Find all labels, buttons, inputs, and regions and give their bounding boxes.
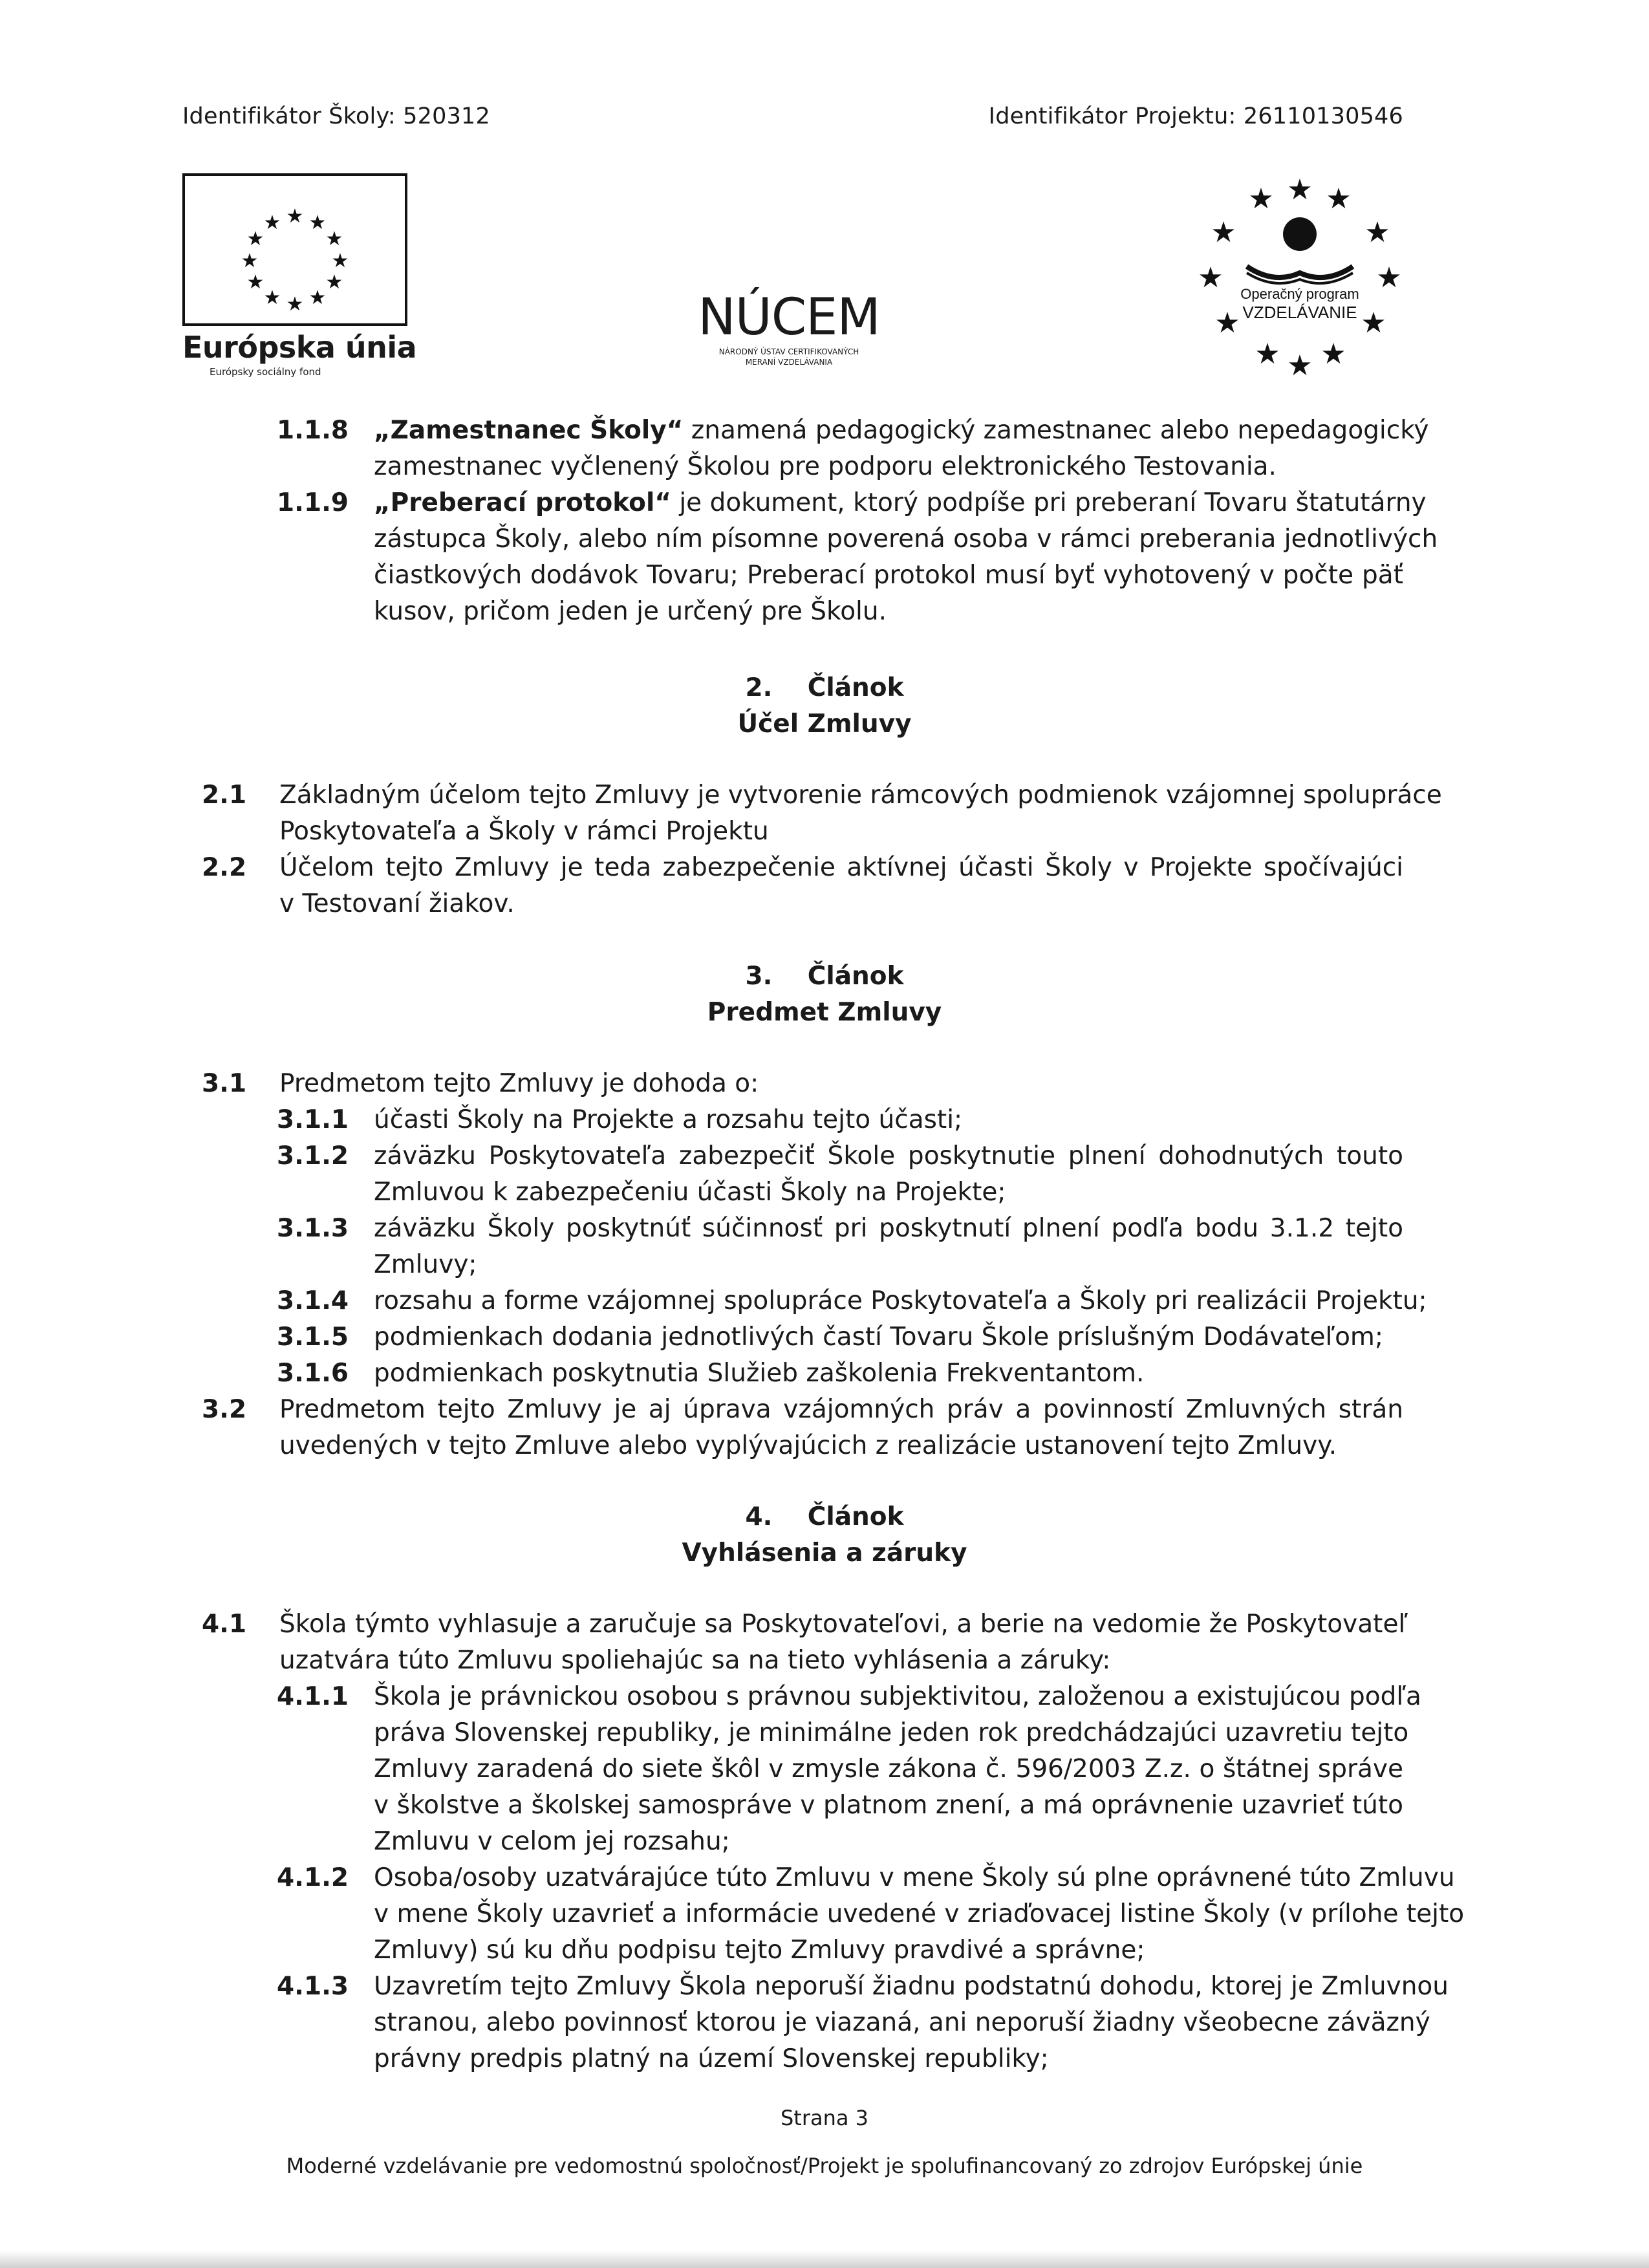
op-line-2: VZDELÁVANIE bbox=[1242, 303, 1357, 322]
item-line: v mene Školy uzavrieť a informácie uvedené v zriaďovacej listine Školy (v prílohe tejto bbox=[374, 1899, 1465, 1928]
svg-text:★: ★ bbox=[308, 211, 327, 234]
svg-text:★: ★ bbox=[1320, 338, 1346, 371]
op-line-1: Operačný program bbox=[1240, 286, 1359, 302]
item-line: Škola týmto vyhlasuje a zaručuje sa Poskytovateľovi, a berie na vedomie že Poskytovateľ bbox=[279, 1610, 1408, 1639]
item-3-1-number: 3.1 bbox=[202, 1069, 247, 1098]
svg-text:★: ★ bbox=[325, 228, 343, 250]
svg-text:★: ★ bbox=[1376, 261, 1402, 294]
clause-1-1-8 bbox=[374, 413, 1429, 485]
item-4-1-1 bbox=[374, 1679, 1421, 1860]
nucem-subtitle-2: MERANÍ VZDELÁVANIA bbox=[745, 358, 833, 367]
clause-term: „Preberací protokol“ bbox=[374, 488, 671, 517]
item-2-2-number: 2.2 bbox=[202, 853, 247, 882]
article-4-heading bbox=[0, 1499, 1649, 1535]
item-line: Zmluvy) sú ku dňu podpisu tejto Zmluvy pravdivé a správne; bbox=[374, 1936, 1145, 1965]
item-3-1-2 bbox=[374, 1138, 1403, 1211]
svg-text:★: ★ bbox=[286, 205, 304, 228]
item-3-1-3-number: 3.1.3 bbox=[277, 1214, 349, 1243]
item-line: právny predpis platný na území Slovenskej republiky; bbox=[374, 2044, 1049, 2073]
article-label: Článok bbox=[807, 1502, 904, 1531]
item-line: záväzku Školy poskytnúť súčinnosť pri poskytnutí plnení podľa bodu 3.1.2 tejto bbox=[374, 1214, 1403, 1243]
clause-term: „Zamestnanec Školy“ bbox=[374, 416, 684, 445]
item-line: uvedených v tejto Zmluve alebo vyplývajúcich z realizácie ustanovení tejto Zmluvy. bbox=[279, 1431, 1337, 1460]
item-line: Účelom tejto Zmluvy je teda zabezpečenie aktívnej účasti Školy v Projekte spočívajúci bbox=[279, 853, 1403, 882]
item-line: Zmluvu v celom jej rozsahu; bbox=[374, 1827, 730, 1856]
svg-text:★: ★ bbox=[325, 271, 343, 294]
clause-line: kusov, pričom jeden je určený pre Školu. bbox=[374, 597, 887, 626]
article-3-title: Predmet Zmluvy bbox=[707, 998, 942, 1027]
svg-text:★: ★ bbox=[286, 293, 304, 316]
item-line: podmienkach dodania jednotlivých častí Tovaru Škole príslušným Dodávateľom; bbox=[374, 1323, 1384, 1352]
op-star-circle-icon bbox=[1190, 169, 1410, 376]
article-number: 4. bbox=[745, 1502, 773, 1531]
svg-text:★: ★ bbox=[1326, 182, 1352, 215]
item-line: Uzavretím tejto Zmluvy Škola neporuší žiadnu podstatnú dohodu, ktorej je Zmluvnou bbox=[374, 1972, 1449, 2001]
item-line: Poskytovateľa a Školy v rámci Projektu bbox=[279, 817, 769, 846]
svg-text:★: ★ bbox=[331, 250, 349, 272]
svg-text:★: ★ bbox=[1287, 173, 1313, 206]
item-3-1-6 bbox=[374, 1355, 1403, 1392]
item-line: Zmluvy zaradená do siete škôl v zmysle zákona č. 596/2003 Z.z. o štátnej správe bbox=[374, 1755, 1403, 1784]
item-4-1-1-number: 4.1.1 bbox=[277, 1682, 349, 1711]
svg-text:★: ★ bbox=[246, 271, 264, 294]
item-4-1-number: 4.1 bbox=[202, 1610, 247, 1639]
item-3-1-intro: Predmetom tejto Zmluvy je dohoda o: bbox=[279, 1069, 759, 1098]
item-3-2 bbox=[279, 1392, 1403, 1464]
svg-text:★: ★ bbox=[246, 228, 264, 250]
item-line: stranou, alebo povinnosť ktorou je viazaná, ani neporuší žiadny všeobecne záväzný bbox=[374, 2008, 1430, 2037]
article-number: 2. bbox=[745, 673, 773, 702]
item-line: účasti Školy na Projekte a rozsahu tejto účasti; bbox=[374, 1105, 963, 1134]
svg-text:★: ★ bbox=[1248, 182, 1274, 215]
scan-edge bbox=[0, 2251, 1649, 2268]
clause-line: je dokument, ktorý podpíše pri preberaní Tovaru štatutárny bbox=[671, 488, 1427, 517]
svg-text:★: ★ bbox=[241, 250, 259, 272]
clause-line: zamestnanec vyčlenený Školou pre podporu elektronického Testovania. bbox=[374, 452, 1277, 481]
svg-text:★: ★ bbox=[1361, 307, 1386, 340]
eu-logo bbox=[182, 173, 417, 378]
article-number: 3. bbox=[745, 962, 773, 991]
svg-text:★: ★ bbox=[1364, 216, 1390, 249]
clause-1-1-9-number: 1.1.9 bbox=[277, 488, 349, 517]
eu-subtitle: Európsky sociálny fond bbox=[210, 366, 321, 378]
item-3-1-3 bbox=[374, 1211, 1403, 1283]
clause-1-1-9 bbox=[374, 485, 1438, 630]
project-identifier: Identifikátor Projektu: 26110130546 bbox=[988, 103, 1403, 129]
item-3-1-1-number: 3.1.1 bbox=[277, 1105, 349, 1134]
clause-1-1-8-number: 1.1.8 bbox=[277, 416, 349, 445]
svg-text:★: ★ bbox=[1198, 261, 1223, 294]
item-line: Základným účelom tejto Zmluvy je vytvorenie rámcových podmienok vzájomnej spolupráce bbox=[279, 781, 1442, 810]
item-4-1-2-number: 4.1.2 bbox=[277, 1863, 349, 1892]
svg-text:★: ★ bbox=[1287, 349, 1313, 376]
item-3-1-4 bbox=[374, 1283, 1427, 1319]
item-4-1-3 bbox=[374, 1969, 1449, 2077]
article-2-title: Účel Zmluvy bbox=[737, 709, 912, 739]
item-2-1 bbox=[279, 777, 1442, 850]
nucem-logo bbox=[647, 288, 931, 367]
eu-flag-icon bbox=[182, 173, 407, 326]
clause-line: znamená pedagogický zamestnanec alebo nepedagogický bbox=[683, 416, 1429, 445]
article-label: Článok bbox=[807, 673, 904, 702]
item-line: Osoba/osoby uzatvárajúce túto Zmluvu v mene Školy sú plne oprávnené túto Zmluvu bbox=[374, 1863, 1455, 1892]
item-3-1-5 bbox=[374, 1319, 1403, 1355]
article-4-title: Vyhlásenia a záruky bbox=[682, 1539, 967, 1568]
item-3-2-number: 3.2 bbox=[202, 1395, 247, 1424]
footer-note: Moderné vzdelávanie pre vedomostnú spoločnosť/Projekt je spolufinancovaný zo zdrojov Európskej únie bbox=[286, 2154, 1363, 2178]
item-2-1-number: 2.1 bbox=[202, 781, 247, 810]
item-line: práva Slovenskej republiky, je minimálne jeden rok predchádzajúci uzavretiu tejto bbox=[374, 1718, 1409, 1747]
item-3-1-2-number: 3.1.2 bbox=[277, 1141, 349, 1171]
page-number: Strana 3 bbox=[780, 2106, 869, 2130]
item-2-2 bbox=[279, 850, 1403, 922]
item-4-1-3-number: 4.1.3 bbox=[277, 1972, 349, 2001]
svg-text:★: ★ bbox=[1211, 216, 1236, 249]
eu-title: Európska únia bbox=[182, 330, 417, 365]
item-line: podmienkach poskytnutia Služieb zaškolenia Frekventantom. bbox=[374, 1359, 1145, 1388]
item-4-1-2 bbox=[374, 1860, 1465, 1969]
item-line: Škola je právnickou osobou s právnou subjektivitou, založenou a existujúcou podľa bbox=[374, 1682, 1421, 1711]
svg-text:★: ★ bbox=[1255, 338, 1280, 371]
item-line: uzatvára túto Zmluvu spoliehajúc sa na tieto vyhlásenia a záruky: bbox=[279, 1646, 1111, 1675]
item-line: Predmetom tejto Zmluvy je aj úprava vzájomných práv a povinností Zmluvných strán bbox=[279, 1395, 1403, 1424]
item-line: Zmluvy; bbox=[374, 1250, 477, 1279]
item-line: rozsahu a forme vzájomnej spolupráce Poskytovateľa a Školy pri realizácii Projektu; bbox=[374, 1286, 1427, 1315]
svg-text:★: ★ bbox=[263, 211, 281, 234]
item-3-1-6-number: 3.1.6 bbox=[277, 1359, 349, 1388]
svg-text:★: ★ bbox=[308, 286, 327, 309]
school-identifier: Identifikátor Školy: 520312 bbox=[182, 103, 490, 129]
item-line: Zmluvou k zabezpečeniu účasti Školy na Projekte; bbox=[374, 1178, 1006, 1207]
op-vzdelavanie-logo bbox=[1190, 169, 1410, 376]
item-3-1-5-number: 3.1.5 bbox=[277, 1323, 349, 1352]
svg-text:★: ★ bbox=[263, 286, 281, 309]
article-2-heading bbox=[0, 670, 1649, 706]
svg-text:★: ★ bbox=[1214, 307, 1240, 340]
item-3-1-1 bbox=[374, 1102, 1403, 1138]
clause-line: zástupca Školy, alebo ním písomne poverená osoba v rámci preberania jednotlivých bbox=[374, 524, 1438, 554]
item-4-1 bbox=[279, 1606, 1408, 1679]
item-line: v školstve a školskej samospráve v platnom znení, a má oprávnenie uzavrieť túto bbox=[374, 1791, 1403, 1820]
article-3-heading bbox=[0, 958, 1649, 995]
item-line: záväzku Poskytovateľa zabezpečiť Škole poskytnutie plnení dohodnutých touto bbox=[374, 1141, 1403, 1171]
item-line: v Testovaní žiakov. bbox=[279, 889, 515, 918]
nucem-subtitle-1: NÁRODNÝ ÚSTAV CERTIFIKOVANÝCH bbox=[718, 347, 859, 356]
nucem-name: NÚCEM bbox=[698, 288, 880, 347]
item-3-1-4-number: 3.1.4 bbox=[277, 1286, 349, 1315]
article-label: Článok bbox=[807, 962, 904, 991]
clause-line: čiastkových dodávok Tovaru; Preberací protokol musí byť vyhotovený v počte päť bbox=[374, 561, 1403, 590]
